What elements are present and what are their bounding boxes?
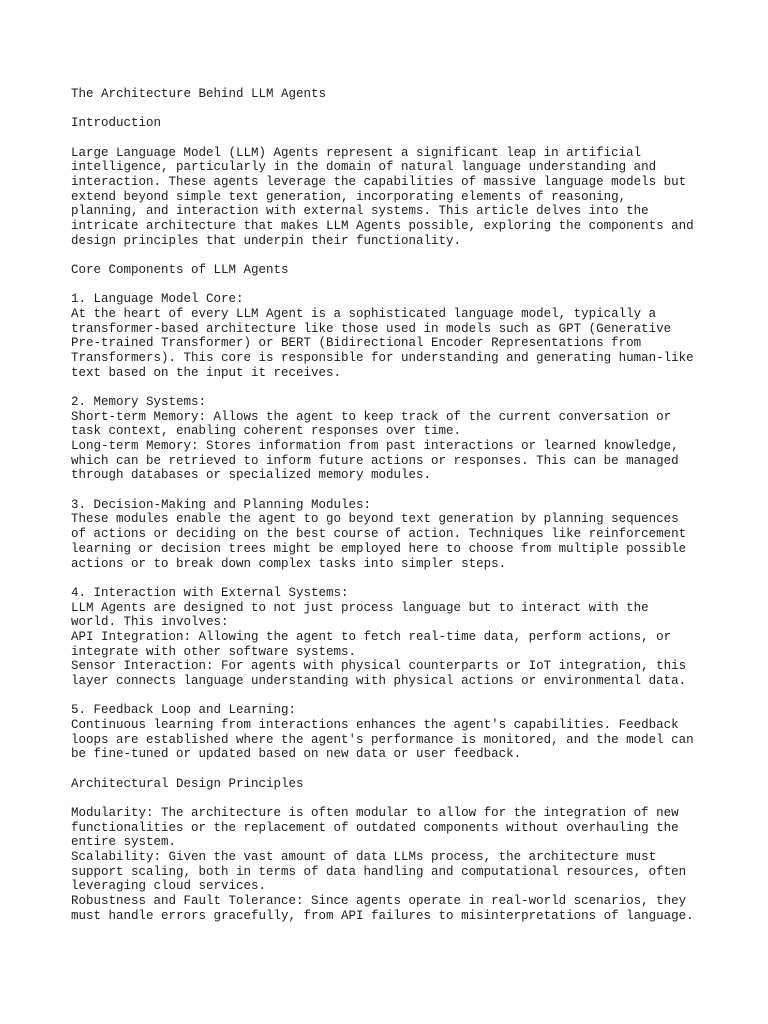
design-principles-heading-block xyxy=(71,777,761,792)
paragraph-line: task context, enabling coherent responses over time. xyxy=(71,424,462,439)
paragraph-line: learning or decision trees might be employed here to choose from multiple possible xyxy=(71,541,687,556)
section-external-systems xyxy=(71,586,761,689)
paragraph-line: layer connects language understanding with physical actions or environmental data. xyxy=(71,673,687,688)
paragraph-line: Sensor Interaction: For agents with physical counterparts or IoT integration, this xyxy=(71,659,687,674)
section-decision-making-planning xyxy=(71,498,761,571)
paragraph-line: Modularity: The architecture is often modular to allow for the integration of new xyxy=(71,805,679,820)
introduction-heading-block xyxy=(71,116,761,131)
subsection-heading: 1. Language Model Core: xyxy=(71,292,244,307)
paragraph-line: transformer-based architecture like those used in models such as GPT (Generative xyxy=(71,321,672,336)
paragraph-line: Robustness and Fault Tolerance: Since agents operate in real-world scenarios, they xyxy=(71,893,687,908)
paragraph-line: through databases or specialized memory modules. xyxy=(71,468,432,483)
paragraph-line: world. This involves: xyxy=(71,615,229,630)
design-principles-paragraph xyxy=(71,806,761,923)
paragraph-line: At the heart of every LLM Agent is a sophisticated language model, typically a xyxy=(71,307,657,322)
paragraph-line: intelligence, particularly in the domain of natural language understanding and xyxy=(71,160,657,175)
paragraph-line: intricate architecture that makes LLM Agents possible, exploring the components and xyxy=(71,219,694,234)
paragraph-line: Short-term Memory: Allows the agent to keep track of the current conversation or xyxy=(71,409,672,424)
section-heading-core-components: Core Components of LLM Agents xyxy=(71,263,289,278)
paragraph-line: design principles that underpin their functionality. xyxy=(71,233,462,248)
section-heading-introduction: Introduction xyxy=(71,116,162,131)
paragraph-line: API Integration: Allowing the agent to fetch real-time data, perform actions, or xyxy=(71,629,672,644)
paragraph-line: Scalability: Given the vast amount of data LLMs process, the architecture must xyxy=(71,849,657,864)
paragraph-line: which can be retrieved to inform future actions or responses. This can be managed xyxy=(71,453,679,468)
paragraph-line: be fine-tuned or updated based on new data or user feedback. xyxy=(71,747,522,762)
paragraph-line: Continuous learning from interactions enhances the agent's capabilities. Feedback xyxy=(71,717,679,732)
paragraph-line: actions or to break down complex tasks into simpler steps. xyxy=(71,556,507,571)
paragraph-line: loops are established where the agent's performance is monitored, and the model can xyxy=(71,732,694,747)
paragraph-line: These modules enable the agent to go beyond text generation by planning sequences xyxy=(71,512,679,527)
document-title: The Architecture Behind LLM Agents xyxy=(71,87,327,101)
subsection-heading: 3. Decision-Making and Planning Modules: xyxy=(71,497,372,512)
document-page xyxy=(71,87,761,938)
paragraph-line: LLM Agents are designed to not just process language but to interact with the xyxy=(71,600,649,615)
paragraph-line: Pre-trained Transformer) or BERT (Bidirectional Encoder Representations from xyxy=(71,336,642,351)
paragraph-line: extend beyond simple text generation, incorporating elements of reasoning, xyxy=(71,189,627,204)
section-feedback-loop xyxy=(71,703,761,762)
subsection-heading: 2. Memory Systems: xyxy=(71,395,207,410)
paragraph-line: Large Language Model (LLM) Agents represent a significant leap in artificial xyxy=(71,145,642,160)
paragraph-line: support scaling, both in terms of data handling and computational resources, often xyxy=(71,864,687,879)
subsection-heading: 4. Interaction with External Systems: xyxy=(71,585,349,600)
paragraph-line: functionalities or the replacement of outdated components without overhauling the xyxy=(71,820,679,835)
paragraph-line: Long-term Memory: Stores information from past interactions or learned knowledge, xyxy=(71,439,679,454)
section-heading-design-principles: Architectural Design Principles xyxy=(71,776,304,791)
paragraph-line: Transformers). This core is responsible for understanding and generating human-like xyxy=(71,351,694,366)
section-language-model-core xyxy=(71,292,761,380)
paragraph-line: text based on the input it receives. xyxy=(71,365,342,380)
paragraph-line: interaction. These agents leverage the capabilities of massive language models but xyxy=(71,175,687,190)
paragraph-line: planning, and interaction with external systems. This article delves into the xyxy=(71,204,649,219)
paragraph-line: must handle errors gracefully, from API failures to misinterpretations of language. xyxy=(71,908,694,923)
title-block xyxy=(71,87,761,102)
paragraph-line: of actions or deciding on the best course of action. Techniques like reinforcement xyxy=(71,527,687,542)
paragraph-line: integrate with other software systems. xyxy=(71,644,357,659)
subsection-heading: 5. Feedback Loop and Learning: xyxy=(71,703,297,718)
core-components-heading-block xyxy=(71,263,761,278)
introduction-paragraph xyxy=(71,146,761,249)
paragraph-line: leveraging cloud services. xyxy=(71,879,267,894)
paragraph-line: entire system. xyxy=(71,835,177,850)
section-memory-systems xyxy=(71,395,761,483)
